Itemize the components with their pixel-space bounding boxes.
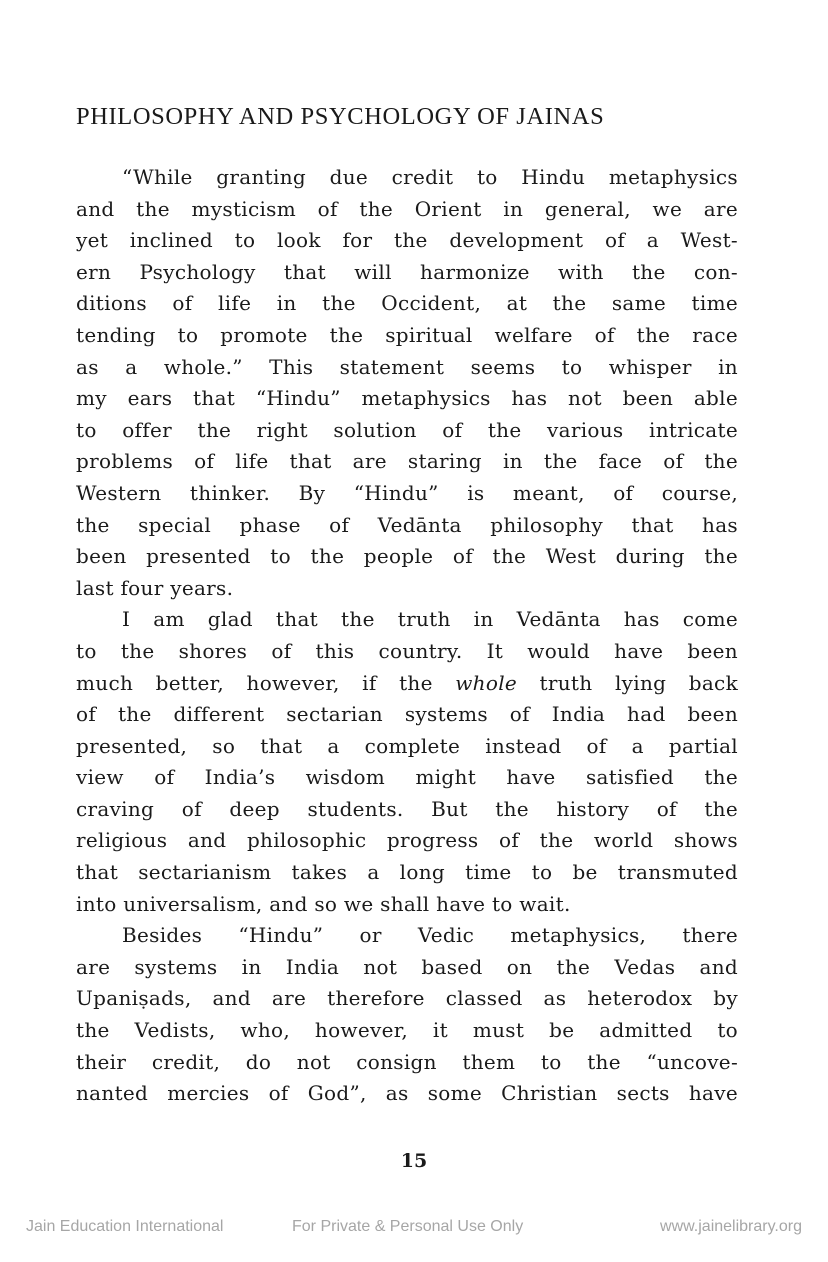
text-line: the Vedists, who, however, it must be admitted to: [76, 1018, 738, 1043]
text-line: last four years.: [76, 575, 234, 600]
text-line: Western thinker. By “Hindu” is meant, of course,: [76, 480, 738, 505]
text-line: I am glad that the truth in Vedānta has come: [122, 607, 738, 632]
footer-publisher: Jain Education International: [26, 1218, 224, 1235]
text-line: view of India’s wisdom might have satisfied the: [76, 765, 738, 790]
paragraph-2: [76, 604, 738, 920]
emphasized-word: whole: [455, 670, 518, 695]
text-line: problems of life that are staring in the face of the: [76, 449, 738, 474]
text-line: ditions of life in the Occident, at the same time: [76, 291, 738, 316]
text-line: and the mysticism of the Orient in general, we are: [76, 196, 738, 221]
text-line: nanted mercies of God”, as some Christian sects have: [76, 1081, 738, 1106]
paragraph-3: [76, 920, 738, 1110]
text-line: Upaniṣads, and are therefore classed as heterodox by: [76, 986, 738, 1011]
paragraph-1: [76, 162, 738, 604]
text-line: yet inclined to look for the development of a West-: [76, 228, 738, 253]
text-line: religious and philosophic progress of the world shows: [76, 828, 738, 853]
text-line: tending to promote the spiritual welfare of the race: [76, 322, 738, 347]
text-line: are systems in India not based on the Vedas and: [76, 954, 738, 979]
page-number: 15: [400, 1150, 428, 1172]
text-line: “While granting due credit to Hindu metaphysics: [122, 165, 738, 189]
body-text: [76, 162, 738, 1110]
text-line: to the shores of this country. It would have been: [76, 638, 738, 663]
text-segment: much better, however, if the: [76, 670, 456, 695]
page-header-title: PHILOSOPHY AND PSYCHOLOGY OF JAINAS: [76, 103, 605, 130]
footer-usage-note: For Private & Personal Use Only: [292, 1218, 524, 1235]
text-line: that sectarianism takes a long time to be transmuted: [76, 860, 738, 885]
text-segment: truth lying back: [517, 670, 738, 695]
text-line: their credit, do not consign them to the “uncove-: [76, 1049, 738, 1074]
text-line: of the different sectarian systems of India had been: [76, 702, 738, 727]
text-line: to offer the right solution of the various intricate: [76, 417, 738, 442]
text-line: ern Psychology that will harmonize with the con-: [76, 259, 738, 284]
text-line-with-emphasis: [76, 668, 738, 700]
text-line: the special phase of Vedānta philosophy that has: [76, 512, 738, 537]
text-line: presented, so that a complete instead of a partial: [76, 733, 738, 758]
text-line: been presented to the people of the West during the: [76, 544, 738, 569]
footer: [0, 1218, 828, 1242]
footer-website: www.jainelibrary.org: [660, 1218, 802, 1235]
text-line: Besides “Hindu” or Vedic metaphysics, there: [122, 923, 738, 948]
text-line: as a whole.” This statement seems to whisper in: [76, 354, 738, 379]
text-line: into universalism, and so we shall have to wait.: [76, 891, 571, 916]
text-line: my ears that “Hindu” metaphysics has not been able: [76, 386, 738, 411]
text-line: craving of deep students. But the history of the: [76, 796, 738, 821]
